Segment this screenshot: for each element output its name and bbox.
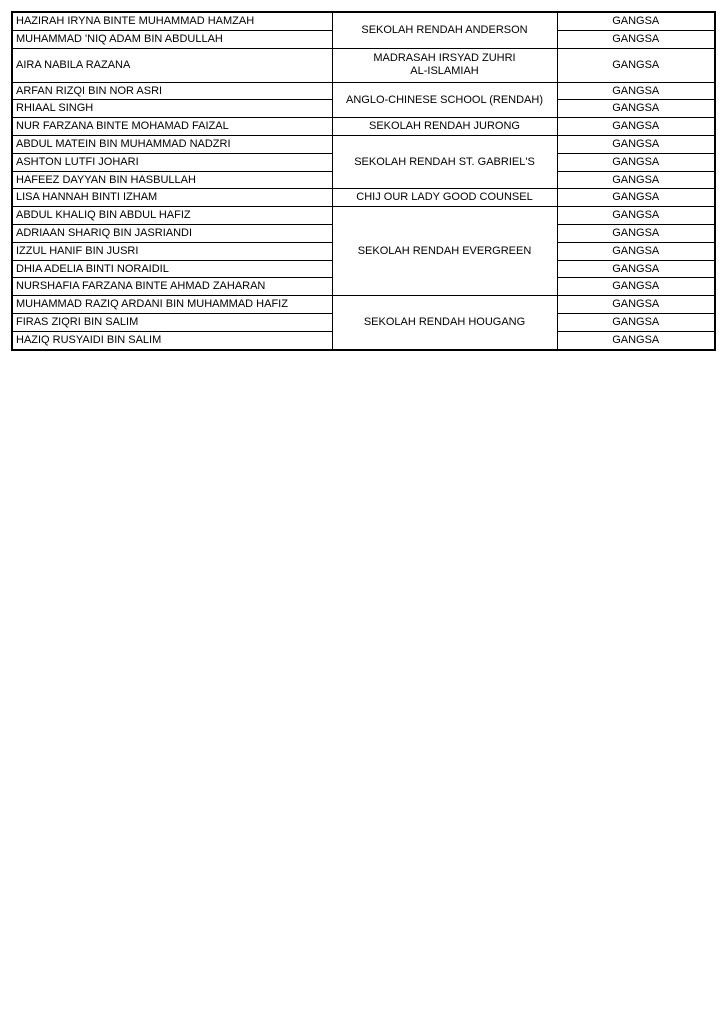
table-row: [12, 48, 715, 82]
table-row: [12, 135, 715, 153]
student-name: ADRIAAN SHARIQ BIN JASRIANDI: [12, 224, 332, 242]
student-name: MUHAMMAD 'NIQ ADAM BIN ABDULLAH: [12, 30, 332, 48]
student-name: ABDUL KHALIQ BIN ABDUL HAFIZ: [12, 207, 332, 225]
instrument-category: GANGSA: [557, 82, 715, 100]
school-name-line: MADRASAH IRSYAD ZUHRI: [373, 52, 516, 65]
table-row: [12, 118, 715, 136]
instrument-category: GANGSA: [557, 30, 715, 48]
school-name: SEKOLAH RENDAH HOUGANG: [332, 296, 557, 350]
student-name: HAFEEZ DAYYAN BIN HASBULLAH: [12, 171, 332, 189]
instrument-category: GANGSA: [557, 48, 715, 82]
student-name: ABDUL MATEIN BIN MUHAMMAD NADZRI: [12, 135, 332, 153]
instrument-category: GANGSA: [557, 153, 715, 171]
student-name: AIRA NABILA RAZANA: [12, 48, 332, 82]
instrument-category: GANGSA: [557, 189, 715, 207]
instrument-category: GANGSA: [557, 12, 715, 30]
instrument-category: GANGSA: [557, 260, 715, 278]
school-name: [332, 48, 557, 82]
student-name: FIRAS ZIQRI BIN SALIM: [12, 313, 332, 331]
student-name: HAZIRAH IRYNA BINTE MUHAMMAD HAMZAH: [12, 12, 332, 30]
student-name: ARFAN RIZQI BIN NOR ASRI: [12, 82, 332, 100]
participants-table-body: [12, 12, 715, 350]
instrument-category: GANGSA: [557, 118, 715, 136]
student-name: LISA HANNAH BINTI IZHAM: [12, 189, 332, 207]
instrument-category: GANGSA: [557, 331, 715, 349]
instrument-category: GANGSA: [557, 207, 715, 225]
student-name: DHIA ADELIA BINTI NORAIDIL: [12, 260, 332, 278]
table-row: [12, 207, 715, 225]
instrument-category: GANGSA: [557, 278, 715, 296]
school-name: SEKOLAH RENDAH ST. GABRIEL'S: [332, 135, 557, 188]
table-row: [12, 82, 715, 100]
student-name: NUR FARZANA BINTE MOHAMAD FAIZAL: [12, 118, 332, 136]
instrument-category: GANGSA: [557, 171, 715, 189]
school-name: ANGLO-CHINESE SCHOOL (RENDAH): [332, 82, 557, 118]
table-row: [12, 296, 715, 314]
instrument-category: GANGSA: [557, 135, 715, 153]
participants-table: [11, 11, 716, 351]
student-name: NURSHAFIA FARZANA BINTE AHMAD ZAHARAN: [12, 278, 332, 296]
student-name: RHIAAL SINGH: [12, 100, 332, 118]
instrument-category: GANGSA: [557, 313, 715, 331]
student-name: MUHAMMAD RAZIQ ARDANI BIN MUHAMMAD HAFIZ: [12, 296, 332, 314]
school-name: SEKOLAH RENDAH JURONG: [332, 118, 557, 136]
instrument-category: GANGSA: [557, 224, 715, 242]
instrument-category: GANGSA: [557, 242, 715, 260]
school-name: SEKOLAH RENDAH EVERGREEN: [332, 207, 557, 296]
student-name: HAZIQ RUSYAIDI BIN SALIM: [12, 331, 332, 349]
student-name: ASHTON LUTFI JOHARI: [12, 153, 332, 171]
school-name: SEKOLAH RENDAH ANDERSON: [332, 12, 557, 48]
instrument-category: GANGSA: [557, 100, 715, 118]
school-name-line: AL-ISLAMIAH: [410, 65, 479, 78]
school-name: CHIJ OUR LADY GOOD COUNSEL: [332, 189, 557, 207]
table-row: [12, 189, 715, 207]
instrument-category: GANGSA: [557, 296, 715, 314]
table-row: [12, 12, 715, 30]
student-name: IZZUL HANIF BIN JUSRI: [12, 242, 332, 260]
